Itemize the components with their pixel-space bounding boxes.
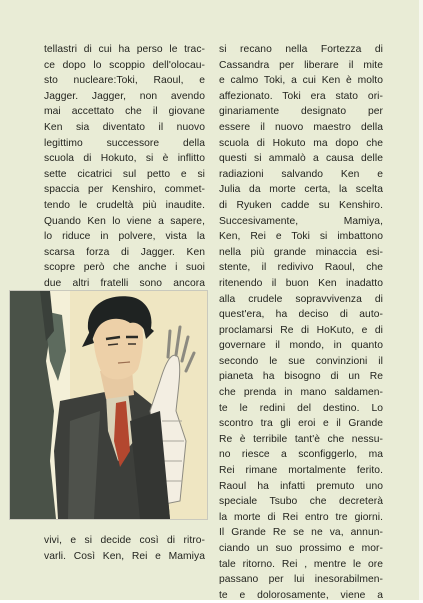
text-line: di Ryuken cadde su Kenshiro. (219, 199, 383, 211)
text-line: speciale Tsubo che decreterà (219, 496, 383, 508)
text-line: Rei rimane mortalmente ferito. (219, 465, 383, 477)
text-line: ce dopo lo scoppio dell'olocau- (44, 59, 205, 71)
text-line: che prenda in mano saldamen- (219, 387, 383, 399)
text-line: Ken, Rei e Toki si imbattono (219, 231, 383, 243)
text-line: mai accettato che il giovane (44, 106, 205, 118)
text-line: due altri fratelli sono ancora (44, 277, 205, 289)
text-line: Raoul ha infatti premuto uno (219, 480, 383, 492)
text-line: scontro tra gli eroi e il Grande (219, 418, 383, 430)
text-line: scarsa forza di Jagger. Ken (44, 246, 205, 258)
text-line: stente, il redivivo Raoul, che (219, 262, 383, 274)
text-line: Il Grande Re se ne va, annun- (219, 527, 383, 539)
text-line: tale ritorno. Rei , mentre le ore (219, 558, 383, 570)
text-line: nella più grande minaccia esi- (219, 246, 383, 258)
text-line: la morte di Rei entro tre giorni. (219, 511, 383, 523)
text-line: legittimo successore della (44, 137, 205, 149)
right-column (219, 42, 383, 603)
text-line: Re è terribile tant'è che nessu- (219, 433, 383, 445)
text-line: spaccia per Kenshiro, commet- (44, 184, 205, 196)
text-line: passano per lui inesorabilmen- (219, 574, 383, 586)
text-line: sette cicatrici sul petto e si (44, 168, 205, 180)
text-line: tendo le crudeltà più inaudite. (44, 199, 205, 211)
text-line: essere il nuovo maestro della (219, 121, 383, 133)
text-line: ciando un suo prossimo e mor- (219, 543, 383, 554)
illustration-art (10, 291, 207, 519)
text-line: sto nucleare:Toki, Raoul, e (44, 75, 205, 87)
text-line: quest'era, ha deciso di auto- (219, 309, 383, 321)
left-column-bottom (44, 533, 205, 564)
text-line: ritenendo il buon Ken inadatto (219, 277, 383, 289)
text-line: Cassandra per liberare il mite (219, 59, 383, 71)
text-line: scuola di Hokuto ma dopo che (219, 137, 383, 149)
text-line: questi si ammalò a causa delle (219, 153, 383, 165)
text-line: te le redini del destino. Lo (219, 402, 383, 414)
text-line: Succesivamente, Mamiya, (219, 215, 383, 227)
text-line: scuola di Hokuto, si è inflitto (44, 153, 205, 165)
text-line: governare il mondo, in quanto (219, 340, 383, 352)
text-line: vivi, e si decide così di ritro- (44, 535, 205, 546)
text-line: Quando Ken lo viene a sapere, (44, 215, 205, 227)
text-line: Jagger. Jagger, non avendo (44, 90, 205, 102)
text-line: proclamarsi Re di HoKuto, e di (219, 324, 383, 336)
text-line: affezionato. Toki era stato ori- (219, 90, 383, 102)
text-line: lo riduce in polvere, vista la (44, 231, 205, 243)
left-column-top (44, 42, 205, 292)
text-line: ginariamente designato per (219, 106, 383, 118)
text-line: no riesce a sconfiggerlo, ma (219, 449, 383, 461)
text-line: secondo le sue convinzioni il (219, 355, 383, 367)
text-line: radiazioni salvando Ken e (219, 168, 383, 180)
text-line: te e dolorosamente, viene a (219, 589, 383, 601)
kenshiro-illustration (9, 290, 208, 520)
text-line: e calmo Toki, a cui Ken è molto (219, 75, 383, 87)
text-line: Julia da morte certa, la scelta (219, 184, 383, 196)
text-line: tellastri di cui ha perso le trac- (44, 44, 205, 55)
text-line: Ken sia diventato il nuovo (44, 121, 205, 133)
text-line: varli. Così Ken, Rei e Mamiya (44, 550, 205, 562)
text-line: pianeta ha bisogno di un Re (219, 371, 383, 383)
text-line: scopre però che anche i suoi (44, 262, 205, 274)
text-line: alla crudele sopravvivenza di (219, 293, 383, 305)
text-line: si recano nella Fortezza di (219, 44, 383, 55)
page-edge (419, 0, 423, 600)
